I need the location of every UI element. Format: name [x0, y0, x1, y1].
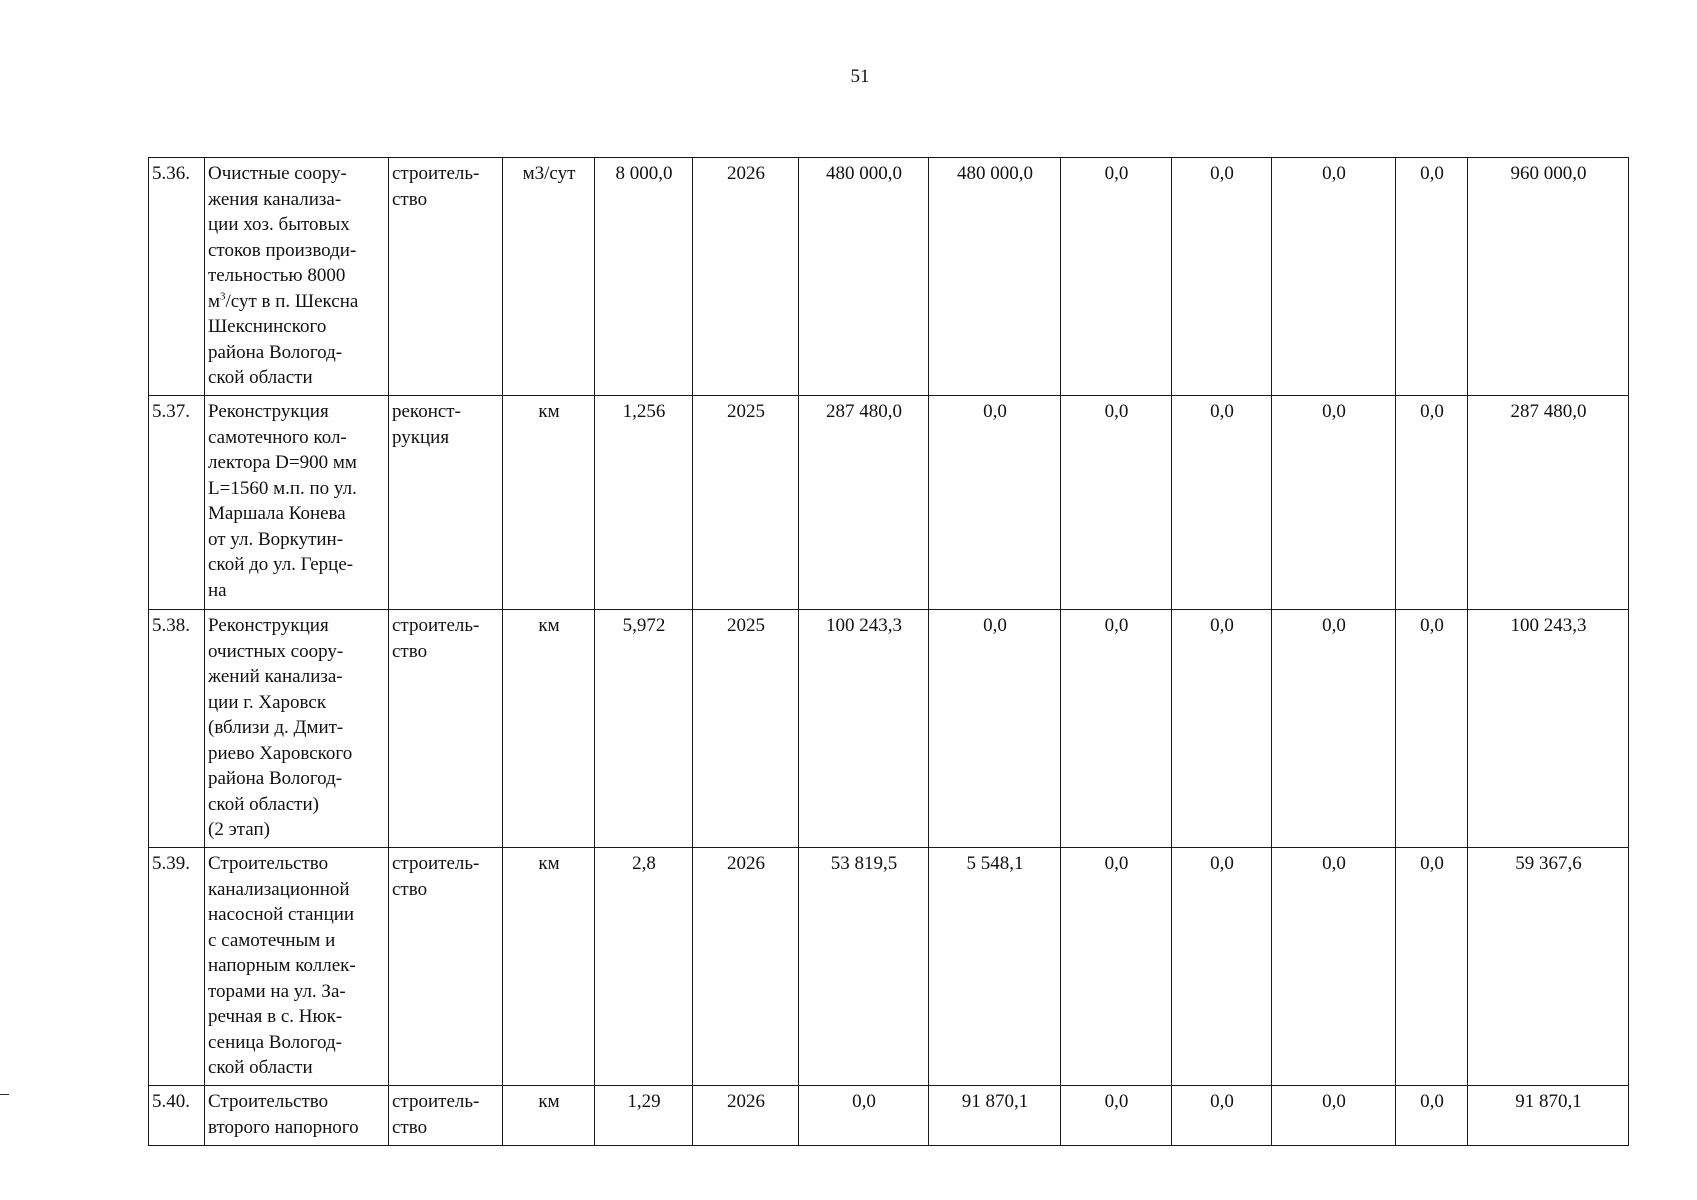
completion-year-cell: 2026	[693, 848, 799, 1086]
amount-3-cell: 0,0	[1061, 848, 1172, 1086]
capacity-cell: 1,256	[595, 396, 693, 610]
table-row	[149, 1086, 1629, 1146]
amount-5-cell: 0,0	[1272, 1086, 1396, 1146]
capacity-cell: 2,8	[595, 848, 693, 1086]
amount-2-cell: 0,0	[929, 610, 1061, 848]
object-name-cell: Реконструкция самотечного кол- лектора D=900 мм L=1560 м.п. по ул. Маршала Конева от ул. Воркутин- ской до ул. Герце- на	[205, 396, 389, 610]
amount-3-cell: 0,0	[1061, 1086, 1172, 1146]
amount-3-cell: 0,0	[1061, 158, 1172, 396]
amount-2-cell: 5 548,1	[929, 848, 1061, 1086]
amount-4-cell: 0,0	[1172, 610, 1272, 848]
unit-cell: км	[503, 396, 595, 610]
amount-1-cell: 480 000,0	[799, 158, 929, 396]
table-row	[149, 158, 1629, 396]
amount-total-cell: 91 870,1	[1468, 1086, 1629, 1146]
work-type-cell: строитель- ство	[389, 1086, 503, 1146]
amount-6-cell: 0,0	[1396, 158, 1468, 396]
completion-year-cell: 2025	[693, 610, 799, 848]
amount-6-cell: 0,0	[1396, 396, 1468, 610]
amount-total-cell: 59 367,6	[1468, 848, 1629, 1086]
amount-1-cell: 287 480,0	[799, 396, 929, 610]
row-number-cell: 5.36.	[149, 158, 205, 396]
amount-6-cell: 0,0	[1396, 848, 1468, 1086]
amount-2-cell: 91 870,1	[929, 1086, 1061, 1146]
capacity-cell: 5,972	[595, 610, 693, 848]
amount-1-cell: 53 819,5	[799, 848, 929, 1086]
completion-year-cell: 2026	[693, 158, 799, 396]
amount-4-cell: 0,0	[1172, 1086, 1272, 1146]
amount-4-cell: 0,0	[1172, 396, 1272, 610]
object-name-cell: Очистные соору- жения канализа- ции хоз. бытовых стоков производи- тельностью 8000 $м^3$/сут в п. Шексна Шекснинского района Вологод- ской области	[205, 158, 389, 396]
row-number-cell: 5.37.	[149, 396, 205, 610]
amount-2-cell: 0,0	[929, 396, 1061, 610]
amount-6-cell: 0,0	[1396, 610, 1468, 848]
amount-5-cell: 0,0	[1272, 158, 1396, 396]
completion-year-cell: 2026	[693, 1086, 799, 1146]
work-type-cell: реконст- рукция	[389, 396, 503, 610]
amount-6-cell: 0,0	[1396, 1086, 1468, 1146]
table-row	[149, 848, 1629, 1086]
capacity-cell: 8 000,0	[595, 158, 693, 396]
unit-cell: м3/сут	[503, 158, 595, 396]
amount-4-cell: 0,0	[1172, 848, 1272, 1086]
page-number: 51	[850, 66, 870, 87]
unit-cell: км	[503, 848, 595, 1086]
amount-total-cell: 287 480,0	[1468, 396, 1629, 610]
amount-5-cell: 0,0	[1272, 610, 1396, 848]
capacity-cell: 1,29	[595, 1086, 693, 1146]
amount-3-cell: 0,0	[1061, 610, 1172, 848]
amount-total-cell: 960 000,0	[1468, 158, 1629, 396]
row-number-cell: 5.40.	[149, 1086, 205, 1146]
work-type-cell: строитель- ство	[389, 610, 503, 848]
unit-cell: км	[503, 610, 595, 848]
work-type-cell: строитель- ство	[389, 848, 503, 1086]
amount-2-cell: 480 000,0	[929, 158, 1061, 396]
amount-total-cell: 100 243,3	[1468, 610, 1629, 848]
unit-cell: км	[503, 1086, 595, 1146]
object-name-cell: Строительство канализационной насосной станции с самотечным и напорным коллек- торами на ул. За- речная в с. Нюк- сеница Вологод- ской области	[205, 848, 389, 1086]
amount-1-cell: 100 243,3	[799, 610, 929, 848]
object-name-cell: Реконструкция очистных соору- жений канализа- ции г. Харовск (вблизи д. Дмит- риево Харовского района Вологод- ской области) (2 этап)	[205, 610, 389, 848]
amount-3-cell: 0,0	[1061, 396, 1172, 610]
completion-year-cell: 2025	[693, 396, 799, 610]
table-row	[149, 396, 1629, 610]
amount-1-cell: 0,0	[799, 1086, 929, 1146]
amount-5-cell: 0,0	[1272, 396, 1396, 610]
table-body	[149, 158, 1629, 1146]
amount-5-cell: 0,0	[1272, 848, 1396, 1086]
row-number-cell: 5.39.	[149, 848, 205, 1086]
table-row	[149, 610, 1629, 848]
object-name-cell: Строительство второго напорного	[205, 1086, 389, 1146]
investment-table	[148, 157, 1629, 1146]
row-number-cell: 5.38.	[149, 610, 205, 848]
work-type-cell: строитель- ство	[389, 158, 503, 396]
margin-mark	[0, 1094, 9, 1095]
amount-4-cell: 0,0	[1172, 158, 1272, 396]
